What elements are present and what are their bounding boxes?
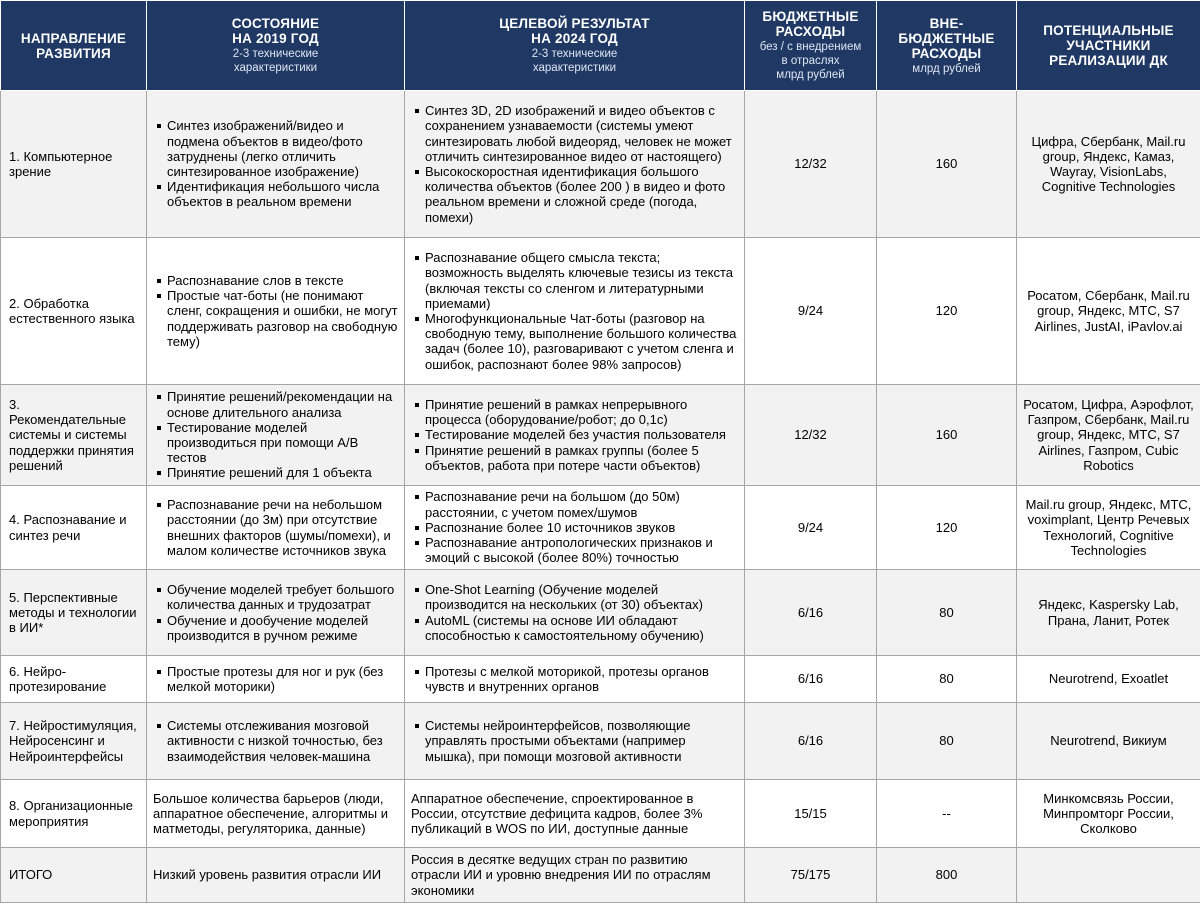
bullet-item: Синтез 3D, 2D изображений и видео объектов с сохранением узнаваемости (системы умеют синтезировать любой видеоряд, человек не может отличить синтезированное видео от настоящего) bbox=[425, 103, 738, 164]
extra-budget-cell: 80 bbox=[877, 570, 1017, 656]
bullet-list bbox=[153, 664, 398, 694]
budget-cell: 12/32 bbox=[745, 91, 877, 238]
state-2019-cell bbox=[147, 656, 405, 703]
table-row bbox=[1, 238, 1200, 385]
bullet-item: Тестирование моделей без участия пользователя bbox=[425, 427, 738, 442]
bullet-item: Простые протезы для ног и рук (без мелкой моторики) bbox=[167, 664, 398, 694]
bullet-item: Простые чат-боты (не понимают сленг, сокращения и ошибки, не могут поддерживать разговор на свободную тему) bbox=[167, 288, 398, 349]
bullet-item: Обучение и дообучение моделей производится в ручном режиме bbox=[167, 613, 398, 643]
bullet-item: Системы отслеживания мозговой активности с низкой точностью, без взаимодействия человек-машина bbox=[167, 718, 398, 764]
state-2019-cell bbox=[147, 91, 405, 238]
budget-cell: 9/24 bbox=[745, 486, 877, 570]
bullet-list bbox=[153, 389, 398, 480]
target-2024-cell bbox=[405, 703, 745, 780]
extra-budget-cell: 160 bbox=[877, 91, 1017, 238]
state-2019-cell bbox=[147, 238, 405, 385]
direction-cell: 6. Нейро-протезирование bbox=[1, 656, 147, 703]
state-2019-cell: Большое количества барьеров (люди, аппаратное обеспечение, алгоритмы и матметоды, регуляторика, данные) bbox=[147, 780, 405, 848]
direction-cell: 7. Нейростимуляция, Нейросенсинг и Нейроинтерфейсы bbox=[1, 703, 147, 780]
extra-budget-cell: 160 bbox=[877, 385, 1017, 486]
header-state-2019: СОСТОЯНИЕ НА 2019 ГОД 2-3 технические характеристики bbox=[147, 1, 405, 91]
bullet-item: One-Shot Learning (Обучение моделей производится на нескольких (от 30) объектах) bbox=[425, 582, 738, 612]
bullet-item: Многофункциональные Чат-боты (разговор на свободную тему, выполнение большого количества задач (более 10), разговаривают с учетом сленга и ошибок, распознают более 98% запросов) bbox=[425, 311, 737, 372]
table-body bbox=[1, 91, 1200, 903]
direction-cell: 3. Рекомендательные системы и системы поддержки принятия решений bbox=[1, 385, 147, 486]
participants-cell: Mail.ru group, Яндекс, МТС, voximplant, Центр Речевых Технологий, Cognitive Technologies bbox=[1017, 486, 1200, 570]
bullet-list bbox=[411, 250, 738, 372]
extra-budget-cell: -- bbox=[877, 780, 1017, 848]
bullet-item: Распознавание речи на большом (до 50м) расстоянии, с учетом помех/шумов bbox=[425, 489, 738, 519]
target-2024-cell bbox=[405, 238, 745, 385]
participants-cell: Росатом, Цифра, Аэрофлот, Газпром, Сбербанк, Mail.ru group, Яндекс, МТС, S7 Airlines, Газпром, Cubic Robotics bbox=[1017, 385, 1200, 486]
bullet-item: Распознавание речи на небольшом расстоянии (до 3м) при отсутствие внешних факторов (шумы/помехи), и малом количестве источников звука bbox=[167, 497, 398, 558]
bullet-item: Идентификация небольшого числа объектов в реальном времени bbox=[167, 179, 398, 209]
bullet-item: Обучение моделей требует большого количества данных и трудозатрат bbox=[167, 582, 398, 612]
target-2024-cell bbox=[405, 486, 745, 570]
participants-cell: Neurotrend, Exoatlet bbox=[1017, 656, 1200, 703]
bullet-item: Распознавание общего смысла текста; возможность выделять ключевые тезисы из текста (включая тексты со сленгом и литературными приемами) bbox=[425, 250, 738, 311]
participants-cell: Яндекс, Kaspersky Lab, Прана, Ланит, Ротек bbox=[1017, 570, 1200, 656]
bullet-list bbox=[411, 103, 738, 225]
bullet-item: Распознание более 10 источников звуков bbox=[425, 520, 738, 535]
bullet-list bbox=[153, 718, 398, 764]
target-2024-cell: Россия в десятке ведущих стран по развитию отрасли ИИ и уровню внедрения ИИ по отраслям экономики bbox=[405, 848, 745, 903]
bullet-list bbox=[411, 718, 738, 764]
bullet-list bbox=[411, 397, 738, 473]
extra-budget-cell: 80 bbox=[877, 656, 1017, 703]
bullet-item: Распознавание антропологических признаков и эмоций с высокой (более 80%) точностью bbox=[425, 535, 738, 565]
direction-cell: 1. Компьютерное зрение bbox=[1, 91, 147, 238]
header-extra-budget: ВНЕ- БЮДЖЕТНЫЕ РАСХОДЫ млрд рублей bbox=[877, 1, 1017, 91]
table-row bbox=[1, 703, 1200, 780]
state-2019-cell bbox=[147, 703, 405, 780]
extra-budget-cell: 120 bbox=[877, 486, 1017, 570]
bullet-item: Принятие решений в рамках группы (более 5 объектов, работа при потере части объектов) bbox=[425, 443, 738, 473]
direction-cell: 5. Перспективные методы и технологии в ИИ* bbox=[1, 570, 147, 656]
budget-cell: 6/16 bbox=[745, 570, 877, 656]
bullet-item: AutoML (системы на основе ИИ обладают способностью к самостоятельному обучению) bbox=[425, 613, 738, 643]
budget-cell: 15/15 bbox=[745, 780, 877, 848]
bullet-item: Высокоскоростная идентификация большого количества объектов (более 200 ) в видео и фото реальном времени и сложной среде (погода, помехи) bbox=[425, 164, 738, 225]
bullet-list bbox=[153, 118, 398, 209]
direction-cell: 2. Обработка естественного языка bbox=[1, 238, 147, 385]
bullet-item: Тестирование моделей производиться при помощи A/B тестов bbox=[167, 420, 398, 466]
header-target-2024: ЦЕЛЕВОЙ РЕЗУЛЬТАТ НА 2024 ГОД 2-3 технические характеристики bbox=[405, 1, 745, 91]
header-direction: НАПРАВЛЕНИЕ РАЗВИТИЯ bbox=[1, 1, 147, 91]
state-2019-cell bbox=[147, 385, 405, 486]
state-2019-cell bbox=[147, 570, 405, 656]
table-row bbox=[1, 656, 1200, 703]
direction-cell: ИТОГО bbox=[1, 848, 147, 903]
target-2024-cell bbox=[405, 570, 745, 656]
extra-budget-cell: 120 bbox=[877, 238, 1017, 385]
bullet-item: Синтез изображений/видео и подмена объектов в видео/фото затруднены (легко отличить синтезированное изображение) bbox=[167, 118, 398, 179]
budget-cell: 12/32 bbox=[745, 385, 877, 486]
budget-cell: 9/24 bbox=[745, 238, 877, 385]
state-2019-cell: Низкий уровень развития отрасли ИИ bbox=[147, 848, 405, 903]
header-budget: БЮДЖЕТНЫЕ РАСХОДЫ без / с внедрением в отраслях млрд рублей bbox=[745, 1, 877, 91]
bullet-list bbox=[153, 273, 398, 349]
direction-cell: 8. Организационные мероприятия bbox=[1, 780, 147, 848]
bullet-item: Системы нейроинтерфейсов, позволяющие управлять простыми объектами (например мышка), при помощи мозговой активности bbox=[425, 718, 738, 764]
bullet-list bbox=[153, 582, 398, 643]
extra-budget-cell: 800 bbox=[877, 848, 1017, 903]
budget-cell: 6/16 bbox=[745, 703, 877, 780]
table-row bbox=[1, 780, 1200, 848]
header-participants: ПОТЕНЦИАЛЬНЫЕ УЧАСТНИКИ РЕАЛИЗАЦИИ ДК bbox=[1017, 1, 1200, 91]
extra-budget-cell: 80 bbox=[877, 703, 1017, 780]
table-row bbox=[1, 385, 1200, 486]
bullet-item: Принятие решений в рамках непрерывного процесса (оборудование/робот; до 0,1с) bbox=[425, 397, 738, 427]
bullet-item: Протезы с мелкой моторикой, протезы органов чувств и внутренних органов bbox=[425, 664, 738, 694]
bullet-item: Принятие решений для 1 объекта bbox=[167, 465, 398, 480]
bullet-list bbox=[411, 489, 738, 565]
budget-cell: 6/16 bbox=[745, 656, 877, 703]
bullet-list bbox=[411, 664, 738, 694]
bullet-list bbox=[153, 497, 398, 558]
bullet-list bbox=[411, 582, 738, 643]
participants-cell: Росатом, Сбербанк, Mail.ru group, Яндекс, МТС, S7 Airlines, JustAI, iPavlov.ai bbox=[1017, 238, 1200, 385]
target-2024-cell bbox=[405, 656, 745, 703]
table-row bbox=[1, 486, 1200, 570]
target-2024-cell bbox=[405, 91, 745, 238]
participants-cell: Минкомсвязь России, Минпромторг России, Сколково bbox=[1017, 780, 1200, 848]
participants-cell: Neurotrend, Викиум bbox=[1017, 703, 1200, 780]
table-row bbox=[1, 848, 1200, 903]
direction-cell: 4. Распознавание и синтез речи bbox=[1, 486, 147, 570]
table-row bbox=[1, 570, 1200, 656]
bullet-item: Принятие решений/рекомендации на основе длительного анализа bbox=[167, 389, 398, 419]
table-row bbox=[1, 91, 1200, 238]
participants-cell bbox=[1017, 848, 1200, 903]
bullet-item: Распознавание слов в тексте bbox=[167, 273, 398, 288]
participants-cell: Цифра, Сбербанк, Mail.ru group, Яндекс, Камаз, Wayray, VisionLabs, Cognitive Technologies bbox=[1017, 91, 1200, 238]
table-header bbox=[1, 1, 1200, 91]
target-2024-cell: Аппаратное обеспечение, спроектированное в России, отсутствие дефицита кадров, более 3% публикаций в WOS по ИИ, доступные данные bbox=[405, 780, 745, 848]
state-2019-cell bbox=[147, 486, 405, 570]
target-2024-cell bbox=[405, 385, 745, 486]
budget-cell: 75/175 bbox=[745, 848, 877, 903]
